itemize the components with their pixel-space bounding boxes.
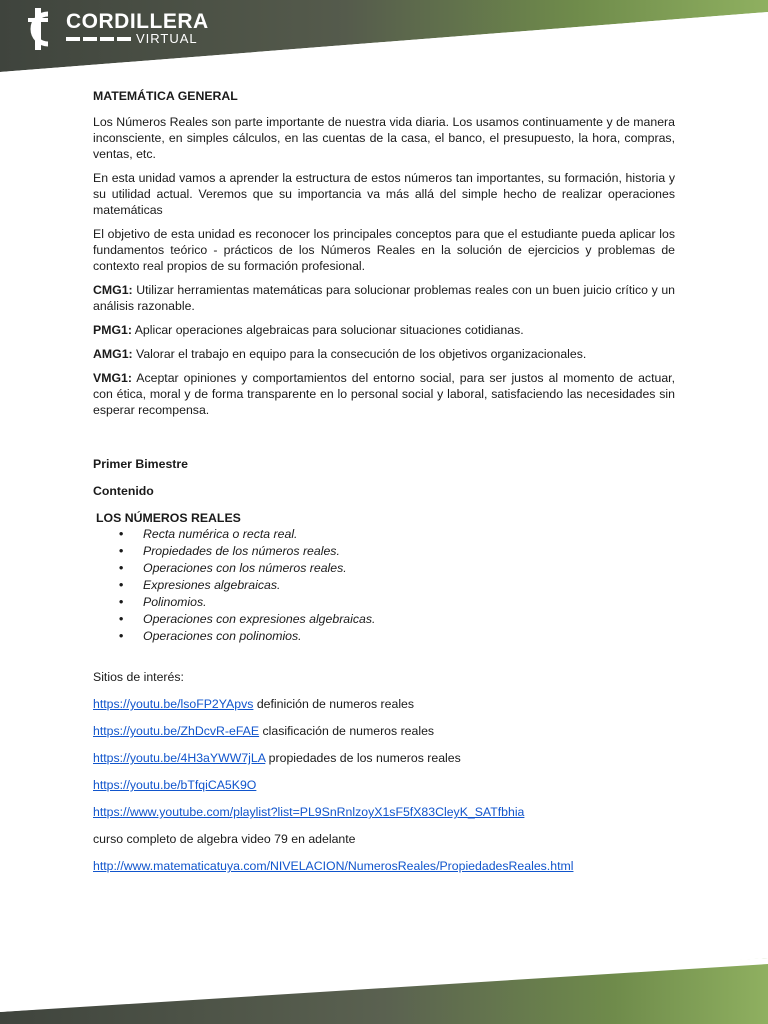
link-description: definición de numeros reales xyxy=(253,697,415,711)
video-link[interactable]: https://youtu.be/bTfqiCA5K9O xyxy=(93,778,257,792)
content-heading: Contenido xyxy=(93,484,154,498)
list-item: • Operaciones con polinomios. xyxy=(143,628,675,645)
link-row xyxy=(93,804,675,820)
document-title: MATEMÁTICA GENERAL xyxy=(93,89,238,103)
intro-paragraph: El objetivo de esta unidad es reconocer los principales conceptos para que el estudiante pueda aplicar los fundamentos teórico - prácticos de los Números Reales en la solución de ejercicios y problemas de contexto real propios de su formación profesional. xyxy=(93,227,675,273)
link-row xyxy=(93,750,675,766)
link-row xyxy=(93,858,675,874)
footer-banner xyxy=(0,958,768,1024)
sites-heading: Sitios de interés: xyxy=(93,670,184,684)
topic-list xyxy=(93,526,675,645)
unit-heading: LOS NÚMEROS REALES xyxy=(96,511,241,525)
document-body xyxy=(93,88,675,885)
objective-vmg1: VMG1: Aceptar opiniones y comportamientos del entorno social, para ser justos al momento de actuar, con ética, moral y de forma transparente en lo personal social y laboral, satisfaciendo las necesidades sin esperar recompensa. xyxy=(93,371,675,417)
objective-amg1: AMG1: Valorar el trabajo en equipo para la consecución de los objetivos organizacionales. xyxy=(93,347,587,361)
link-description: clasificación de numeros reales xyxy=(259,724,435,738)
logo-bars-icon xyxy=(66,35,132,43)
logo-subtitle: VIRTUAL xyxy=(136,31,198,46)
list-item: • Polinomios. xyxy=(143,594,675,611)
course-note: curso completo de algebra video 79 en adelante xyxy=(93,832,356,846)
video-link[interactable]: https://youtu.be/ZhDcvR-eFAE xyxy=(93,724,260,738)
list-item: • Propiedades de los números reales. xyxy=(143,543,675,560)
video-link[interactable]: https://youtu.be/4H3aYWW7jLA xyxy=(93,751,266,765)
list-item: • Expresiones algebraicas. xyxy=(143,577,675,594)
list-item: • Operaciones con los números reales. xyxy=(143,560,675,577)
video-link[interactable]: https://youtu.be/lsoFP2YApvs xyxy=(93,697,254,711)
cv-emblem-icon xyxy=(18,4,58,54)
link-description: propiedades de los numeros reales xyxy=(265,751,461,765)
logo-name: CORDILLERA xyxy=(66,10,209,33)
link-row xyxy=(93,723,675,739)
list-item: • Recta numérica o recta real. xyxy=(143,526,675,543)
cordillera-virtual-logo xyxy=(18,4,218,60)
term-heading: Primer Bimestre xyxy=(93,457,189,471)
objective-cmg1: CMG1: Utilizar herramientas matemáticas para solucionar problemas reales con un buen juicio crítico y un análisis razonable. xyxy=(93,283,675,313)
matematicatuya-link[interactable]: http://www.matematicatuya.com/NIVELACION/NumerosReales/PropiedadesReales.html xyxy=(93,859,574,873)
link-row xyxy=(93,777,675,793)
intro-paragraph: Los Números Reales son parte importante de nuestra vida diaria. Los usamos continuamente y de manera inconsciente, en simples cálculos, en las cuentas de la casa, el banco, el presupuesto, la hora, compras, ventas, etc. xyxy=(93,115,675,161)
objective-pmg1: PMG1: Aplicar operaciones algebraicas para solucionar situaciones cotidianas. xyxy=(93,323,524,337)
list-item: • Operaciones con expresiones algebraicas. xyxy=(143,611,675,628)
link-row xyxy=(93,696,675,712)
intro-paragraph: En esta unidad vamos a aprender la estructura de estos números tan importantes, su formación, historia y su utilidad actual. Veremos que su importancia va más allá del simple hecho de realizar operaciones matemáticas xyxy=(93,171,675,217)
playlist-link[interactable]: https://www.youtube.com/playlist?list=PL9SnRnlzoyX1sF5fX83CleyK_SATfbhia xyxy=(93,805,525,819)
